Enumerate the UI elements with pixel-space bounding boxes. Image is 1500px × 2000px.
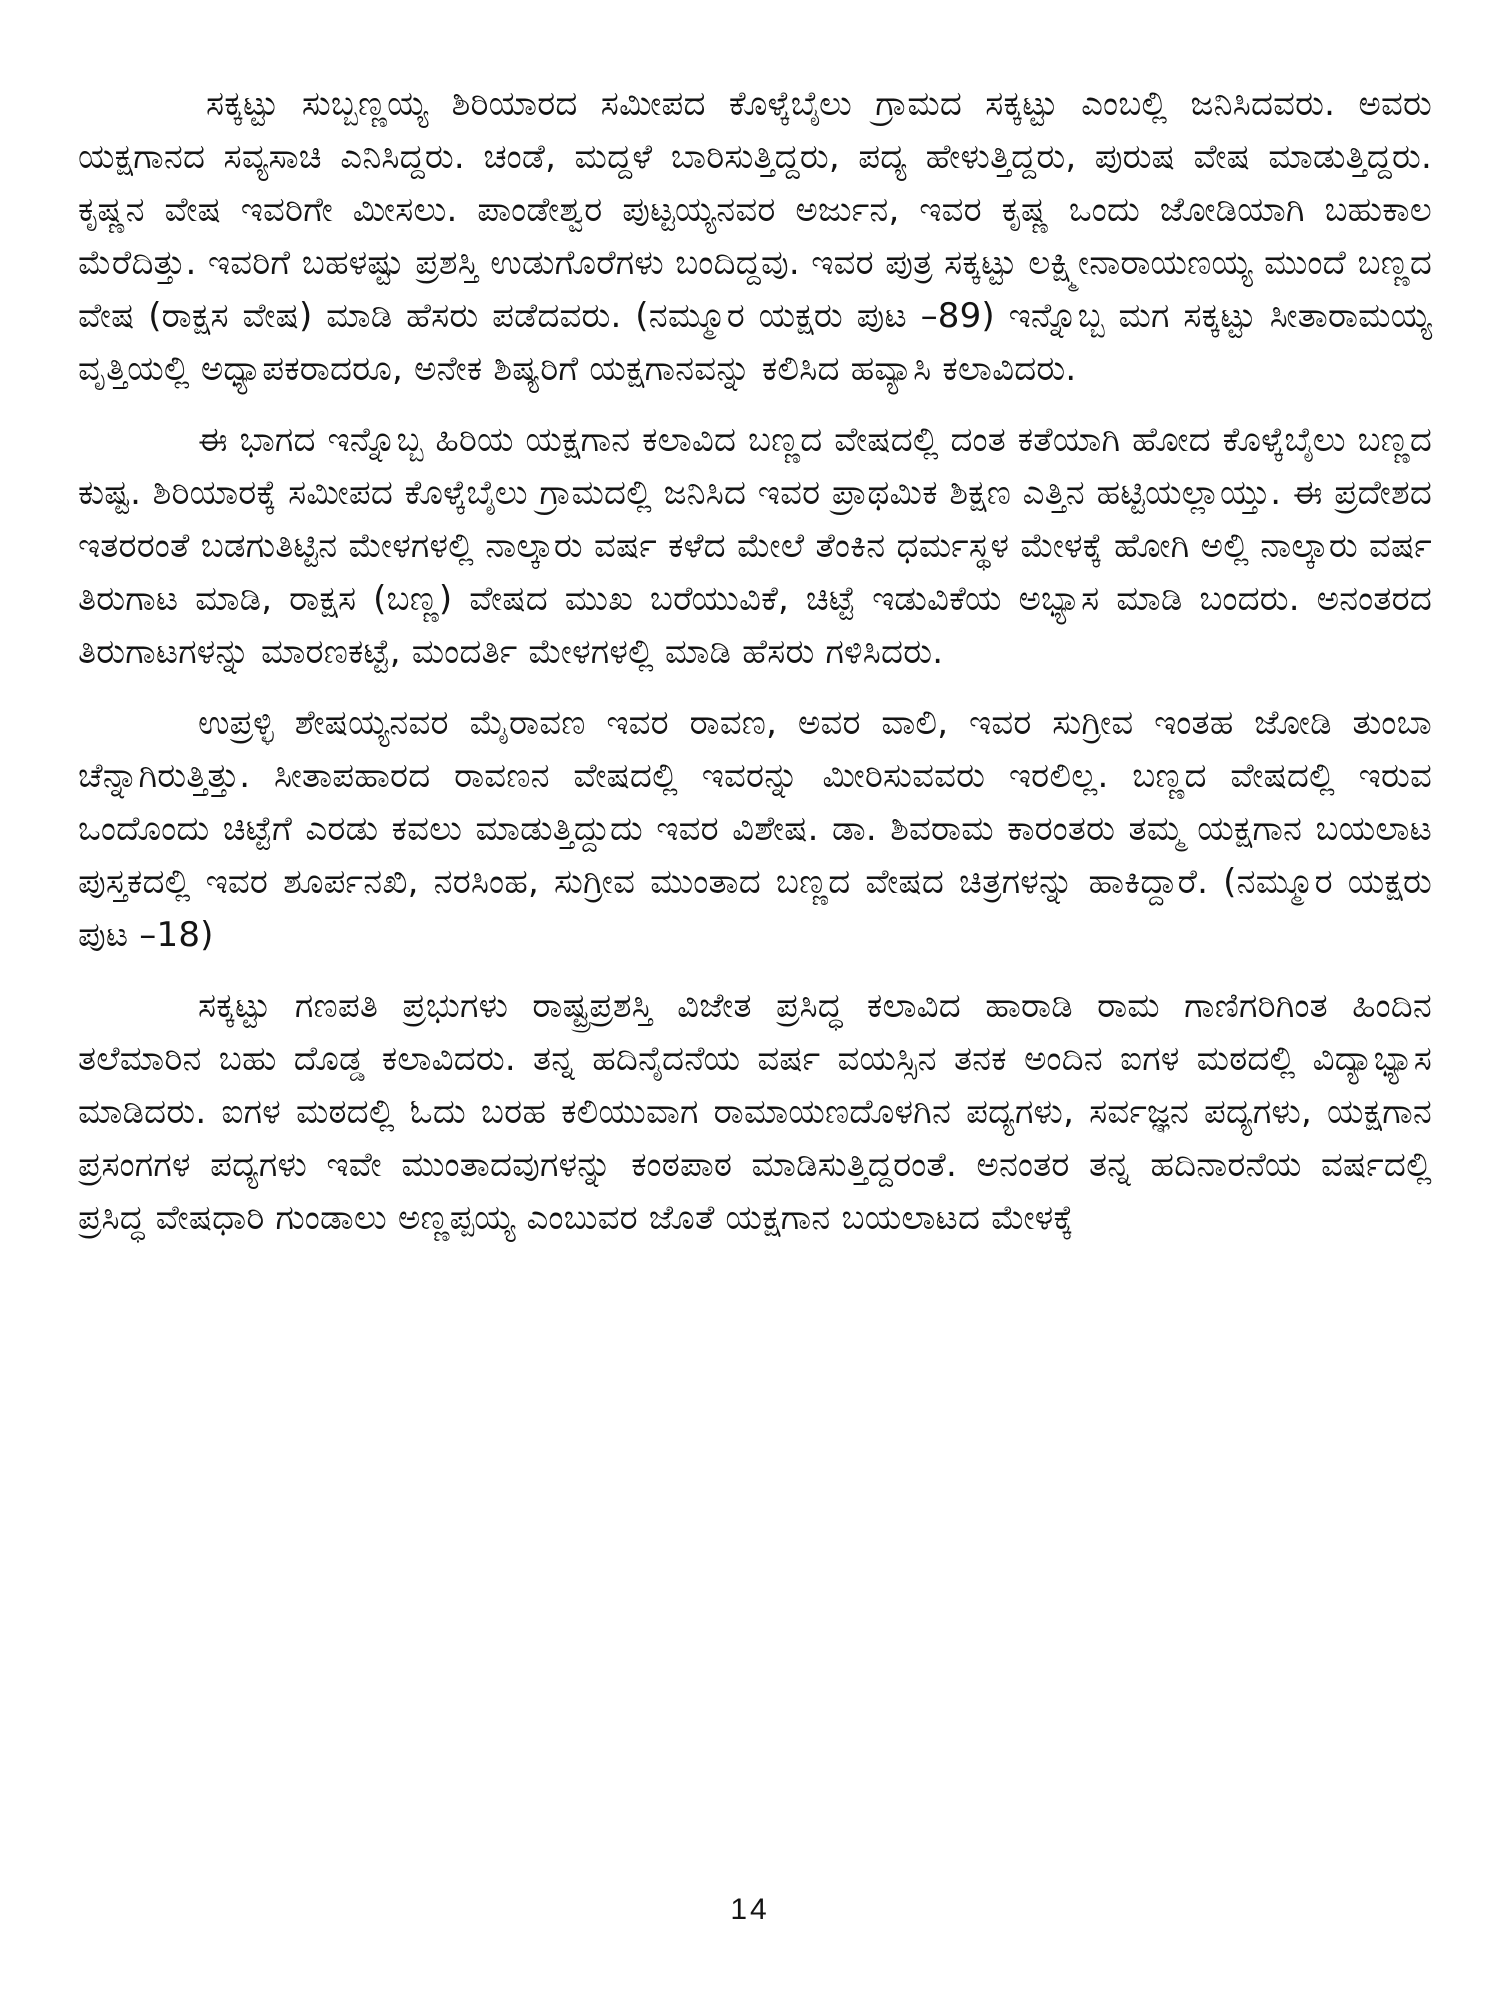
paragraph: ಸಕ್ಕಟ್ಟು ಗಣಪತಿ ಪ್ರಭುಗಳು ರಾಷ್ಟ್ರಪ್ರಶಸ್ತಿ ವಿಜೇತ ಪ್ರಸಿದ್ಧ ಕಲಾವಿದ ಹಾರಾಡಿ ರಾಮ ಗಾಣಿಗರಿಗಿಂತ ಹಿಂದಿನ ತಲೆಮಾರಿನ ಬಹು ದೊಡ್ಡ ಕಲಾವಿದರು. ತನ್ನ ಹದಿನೈದನೆಯ ವರ್ಷ ವಯಸ್ಸಿನ ತನಕ ಅಂದಿನ ಐಗಳ ಮಠದಲ್ಲಿ ವಿದ್ಯಾಭ್ಯಾಸ ಮಾಡಿದರು. ಐಗಳ ಮಠದಲ್ಲಿ ಓದು ಬರಹ ಕಲಿಯುವಾಗ ರಾಮಾಯಣದೊಳಗಿನ ಪದ್ಯಗಳು, ಸರ್ವಜ್ಞನ ಪದ್ಯಗಳು, ಯಕ್ಷಗಾನ ಪ್ರಸಂಗಗಳ ಪದ್ಯಗಳು ಇವೇ ಮುಂತಾದವುಗಳನ್ನು ಕಂಠಪಾಠ ಮಾಡಿಸುತ್ತಿದ್ದರಂತೆ. ಅನಂತರ ತನ್ನ ಹದಿನಾರನೆಯ ವರ್ಷದಲ್ಲಿ ಪ್ರಸಿದ್ಧ ವೇಷಧಾರಿ ಗುಂಡಾಲು ಅಣ್ಣಪ್ಪಯ್ಯ ಎಂಬುವರ ಜೊತೆ ಯಕ್ಷಗಾನ ಬಯಲಾಟದ ಮೇಳಕ್ಕೆ (78, 986, 1432, 1238)
paragraph: ಉಪ್ರಳ್ಳಿ ಶೇಷಯ್ಯನವರ ಮೈರಾವಣ ಇವರ ರಾವಣ, ಅವರ ವಾಲಿ, ಇವರ ಸುಗ್ರೀವ ಇಂತಹ ಜೋಡಿ ತುಂಬಾ ಚೆನ್ನಾಗಿರುತ್ತಿತ್ತು. ಸೀತಾಪಹಾರದ ರಾವಣನ ವೇಷದಲ್ಲಿ ಇವರನ್ನು ಮೀರಿಸುವವರು ಇರಲಿಲ್ಲ. ಬಣ್ಣದ ವೇಷದಲ್ಲಿ ಇರುವ ಒಂದೊಂದು ಚಿಟ್ಟೆಗೆ ಎರಡು ಕವಲು ಮಾಡುತ್ತಿದ್ದುದು ಇವರ ವಿಶೇಷ. ಡಾ. ಶಿವರಾಮ ಕಾರಂತರು ತಮ್ಮ ಯಕ್ಷಗಾನ ಬಯಲಾಟ ಪುಸ್ತಕದಲ್ಲಿ ಇವರ ಶೂರ್ಪನಖಿ, ನರಸಿಂಹ, ಸುಗ್ರೀವ ಮುಂತಾದ ಬಣ್ಣದ ವೇಷದ ಚಿತ್ರಗಳನ್ನು ಹಾಕಿದ್ದಾರೆ. (ನಮ್ಮೂರ ಯಕ್ಷರು ಪುಟ –18) (78, 703, 1432, 955)
paragraph: ಸಕ್ಕಟ್ಟು ಸುಬ್ಬಣ್ಣಯ್ಯ ಶಿರಿಯಾರದ ಸಮೀಪದ ಕೊಳ್ಕೆಬೈಲು ಗ್ರಾಮದ ಸಕ್ಕಟ್ಟು ಎಂಬಲ್ಲಿ ಜನಿಸಿದವರು. ಅವರು ಯಕ್ಷಗಾನದ ಸವ್ಯಸಾಚಿ ಎನಿಸಿದ್ದರು. ಚಂಡೆ, ಮದ್ದಳೆ ಬಾರಿಸುತ್ತಿದ್ದರು, ಪದ್ಯ ಹೇಳುತ್ತಿದ್ದರು, ಪುರುಷ ವೇಷ ಮಾಡುತ್ತಿದ್ದರು. ಕೃಷ್ಣನ ವೇಷ ಇವರಿಗೇ ಮೀಸಲು. ಪಾಂಡೇಶ್ವರ ಪುಟ್ಟಯ್ಯನವರ ಅರ್ಜುನ, ಇವರ ಕೃಷ್ಣ ಒಂದು ಜೋಡಿಯಾಗಿ ಬಹುಕಾಲ ಮೆರೆದಿತ್ತು. ಇವರಿಗೆ ಬಹಳಷ್ಟು ಪ್ರಶಸ್ತಿ ಉಡುಗೊರೆಗಳು ಬಂದಿದ್ದವು. ಇವರ ಪುತ್ರ ಸಕ್ಕಟ್ಟು ಲಕ್ಷ್ಮೀನಾರಾಯಣಯ್ಯ ಮುಂದೆ ಬಣ್ಣದ ವೇಷ (ರಾಕ್ಷಸ ವೇಷ) ಮಾಡಿ ಹೆಸರು ಪಡೆದವರು. (ನಮ್ಮೂರ ಯಕ್ಷರು ಪುಟ –89) ಇನ್ನೊಬ್ಬ ಮಗ ಸಕ್ಕಟ್ಟು ಸೀತಾರಾಮಯ್ಯ ವೃತ್ತಿಯಲ್ಲಿ ಅಧ್ಯಾಪಕರಾದರೂ, ಅನೇಕ ಶಿಷ್ಯರಿಗೆ ಯಕ್ಷಗಾನವನ್ನು ಕಲಿಸಿದ ಹವ್ಯಾಸಿ ಕಲಾವಿದರು. (78, 84, 1432, 389)
page-number: 14 (730, 1893, 770, 1926)
paragraph: ಈ ಭಾಗದ ಇನ್ನೊಬ್ಬ ಹಿರಿಯ ಯಕ್ಷಗಾನ ಕಲಾವಿದ ಬಣ್ಣದ ವೇಷದಲ್ಲಿ ದಂತ ಕತೆಯಾಗಿ ಹೋದ ಕೊಳ್ಕೆಬೈಲು ಬಣ್ಣದ ಕುಷ್ಟ. ಶಿರಿಯಾರಕ್ಕೆ ಸಮೀಪದ ಕೊಳ್ಕೆಬೈಲು ಗ್ರಾಮದಲ್ಲಿ ಜನಿಸಿದ ಇವರ ಪ್ರಾಥಮಿಕ ಶಿಕ್ಷಣ ಎತ್ತಿನ ಹಟ್ಟಿಯಲ್ಲಾಯ್ತು. ಈ ಪ್ರದೇಶದ ಇತರರಂತೆ ಬಡಗುತಿಟ್ಟಿನ ಮೇಳಗಳಲ್ಲಿ ನಾಲ್ಕಾರು ವರ್ಷ ಕಳೆದ ಮೇಲೆ ತೆಂಕಿನ ಧರ್ಮಸ್ಥಳ ಮೇಳಕ್ಕೆ ಹೋಗಿ ಅಲ್ಲಿ ನಾಲ್ಕಾರು ವರ್ಷ ತಿರುಗಾಟ ಮಾಡಿ, ರಾಕ್ಷಸ (ಬಣ್ಣ) ವೇಷದ ಮುಖ ಬರೆಯುವಿಕೆ, ಚಿಟ್ಟೆ ಇಡುವಿಕೆಯ ಅಭ್ಯಾಸ ಮಾಡಿ ಬಂದರು. ಅನಂತರದ ತಿರುಗಾಟಗಳನ್ನು ಮಾರಣಕಟ್ಟೆ, ಮಂದರ್ತಿ ಮೇಳಗಳಲ್ಲಿ ಮಾಡಿ ಹೆಸರು ಗಳಿಸಿದರು. (78, 420, 1432, 672)
